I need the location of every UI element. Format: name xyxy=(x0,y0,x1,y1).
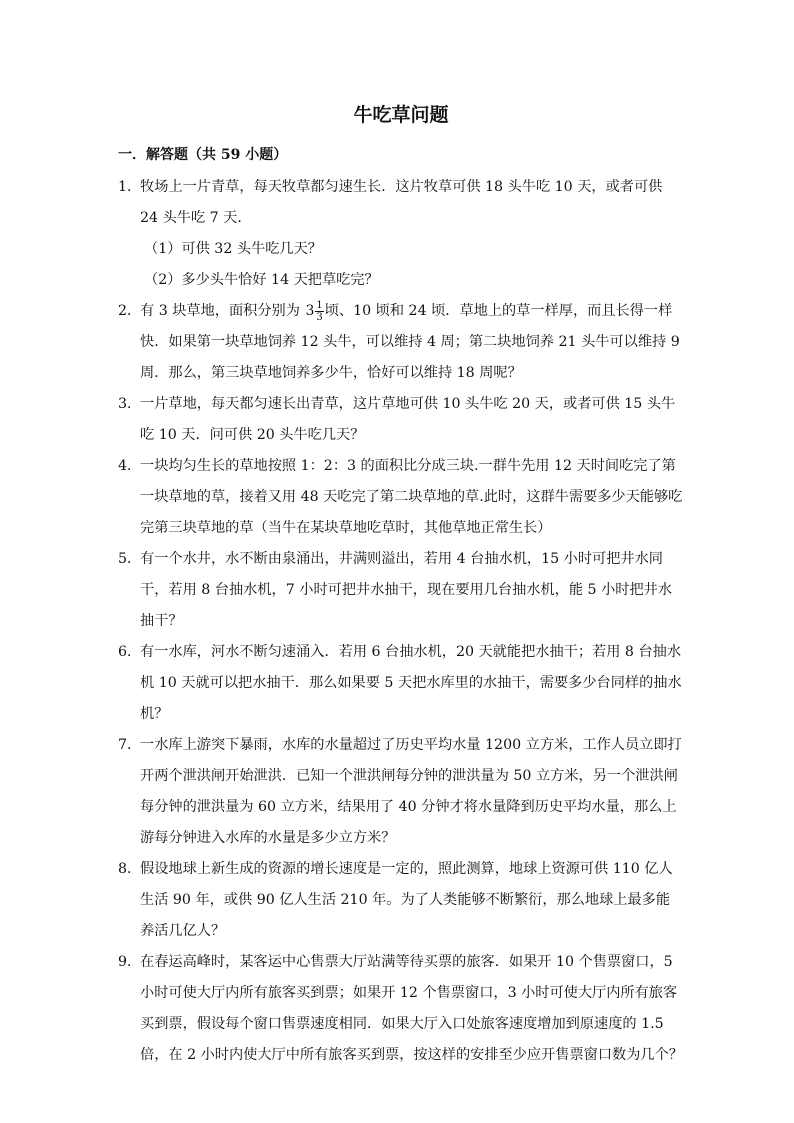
problem-text-after: 顷、10 顷和 24 顷．草地上的草一样厚，而且长得一样快．如果第一块草地饲养 12 头牛，可以维持 4 周；第二块地饲养 21 头牛可以维持 9 周．那么，第三块草地饲养多少牛，恰好可以维持 18 周呢？ xyxy=(140,303,680,381)
problem-number: 5． xyxy=(118,551,142,567)
problem-3 xyxy=(118,389,684,451)
fraction-numerator: 1 xyxy=(316,299,323,311)
mixed-whole: 3 xyxy=(305,303,315,319)
problem-text xyxy=(140,296,684,389)
problem-text-before: 有 3 块草地，面积分别为 xyxy=(140,303,305,319)
problem-4 xyxy=(118,451,684,544)
problem-text: 假设地球上新生成的资源的增长速度是一定的，照此测算，地球上资源可供 110 亿人生活 90 年，或供 90 亿人生活 210 年。为了人类能够不断繁衍，那么地球上最多能养活几亿人？ xyxy=(140,861,673,939)
problem-number: 3． xyxy=(118,396,142,412)
problem-number: 7． xyxy=(118,737,142,753)
problem-text: 在春运高峰时，某客运中心售票大厅站满等待买票的旅客．如果开 10 个售票窗口，5 小时可使大厅内所有旅客买到票；如果开 12 个售票窗口，3 小时可使大厅内所有旅客买到票，假设每个窗口售票速度相同．如果大厅入口处旅客速度增加到原速度的 1.5 倍，在 2 小时内使大厅中所有旅客买到票，按这样的安排至少应开售票窗口数为几个？ xyxy=(140,954,683,1063)
page-title: 牛吃草问题 xyxy=(353,104,449,126)
problem-number: 4． xyxy=(118,458,142,474)
problem-9 xyxy=(118,947,684,1071)
problem-text: 一片草地，每天都匀速长出青草，这片草地可供 10 头牛吃 20 天，或者可供 15 头牛吃 10 天．问可供 20 头牛吃几天？ xyxy=(140,396,676,443)
problem-7 xyxy=(118,730,684,854)
problem-text: 一块均匀生长的草地按照 1：2：3 的面积比分成三块.一群牛先用 12 天时间吃完了第一块草地的草，接着又用 48 天吃完了第二块草地的草.此时，这群牛需要多少天能够吃完第三块草地的草（当牛在某块草地吃草时，其他草地正常生长） xyxy=(140,458,683,536)
problem-number: 1． xyxy=(118,179,142,195)
problem-5 xyxy=(118,544,684,637)
problem-8 xyxy=(118,854,684,947)
problem-6 xyxy=(118,637,684,730)
problem-number: 9． xyxy=(118,954,142,970)
fraction xyxy=(315,300,323,323)
problem-1 xyxy=(118,172,684,234)
section-heading: 一．解答题（共 59 小题） xyxy=(118,147,288,163)
mixed-number xyxy=(305,300,323,323)
problem-text: 有一水库，河水不断匀速涌入．若用 6 台抽水机，20 天就能把水抽干；若用 8 台抽水机 10 天就可以把水抽干．那么如果要 5 天把水库里的水抽干，需要多少台同样的抽水机？ xyxy=(140,644,682,722)
problem-2 xyxy=(118,296,684,389)
sub-question-1: （1）可供 32 头牛吃几天？ xyxy=(144,241,322,257)
sub-question-2: （2）多少头牛恰好 14 天把草吃完？ xyxy=(144,272,379,288)
problem-number: 8． xyxy=(118,861,142,877)
problem-number: 2． xyxy=(118,303,142,319)
problem-text: 牧场上一片青草，每天牧草都匀速生长．这片牧草可供 18 头牛吃 10 天，或者可供 24 头牛吃 7 天． xyxy=(140,179,663,226)
fraction-denominator: 3 xyxy=(316,311,323,323)
problem-text: 一水库上游突下暴雨，水库的水量超过了历史平均水量 1200 立方米，工作人员立即打开两个泄洪闸开始泄洪．已知一个泄洪闸每分钟的泄洪量为 50 立方米，另一个泄洪闸每分钟的泄洪量为 60 立方米，结果用了 40 分钟才将水量降到历史平均水量，那么上游每分钟进入水库的水量是多少立方米？ xyxy=(140,737,682,846)
problem-text: 有一个水井，水不断由泉涌出，井满则溢出，若用 4 台抽水机，15 小时可把井水同干，若用 8 台抽水机，7 小时可把井水抽干，现在要用几台抽水机，能 5 小时把井水抽干？ xyxy=(140,551,673,629)
problem-number: 6． xyxy=(118,644,142,660)
